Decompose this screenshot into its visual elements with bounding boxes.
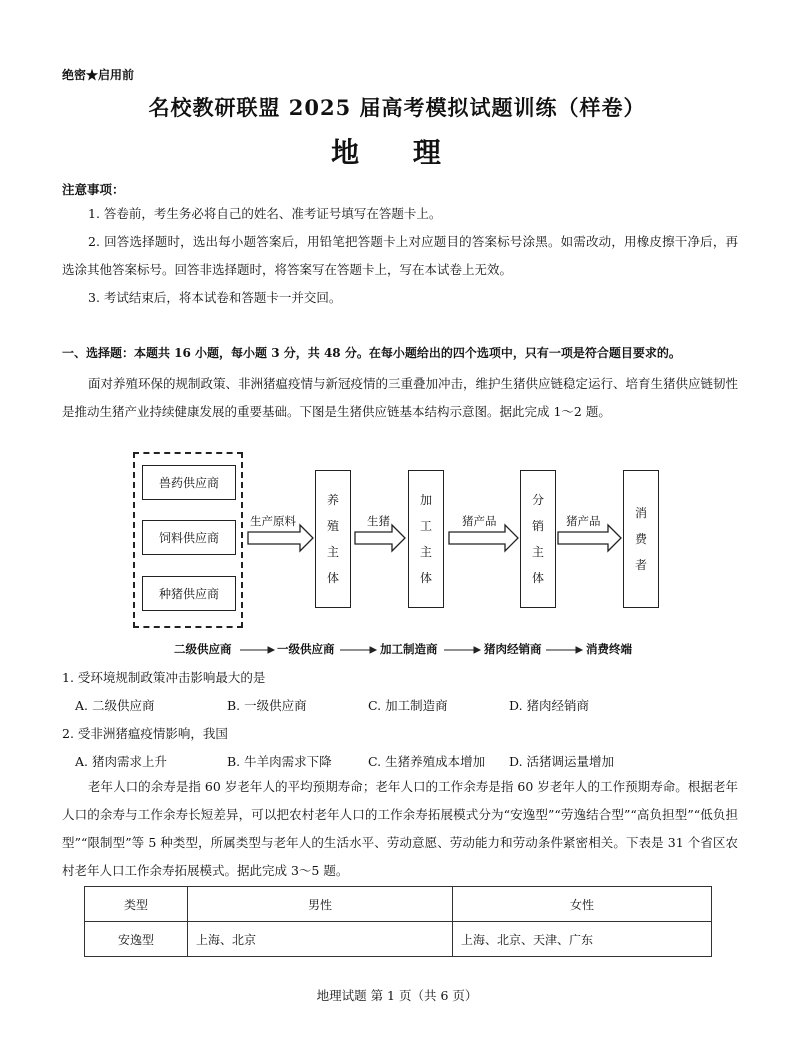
question-1-options [75, 696, 715, 714]
box4-char: 费 [634, 532, 647, 546]
box-consumer [623, 470, 659, 608]
q2-option-d[interactable]: D. 活猪调运量增加 [509, 754, 615, 769]
label-live-pigs: 生猪 [367, 514, 390, 528]
notice-item-2: 2. 回答选择题时，选出每小题答案后，用铅笔把答题卡上对应题目的答案标号涂黑。如需改动，用橡皮擦干净后，再选涂其他答案标号。回答非选择题时，将答案写在答题卡上，写在本试卷上无效。 [62, 234, 738, 277]
q1-option-b[interactable]: B. 一级供应商 [227, 698, 307, 713]
q2-option-b[interactable]: B. 牛羊肉需求下降 [227, 754, 332, 769]
table-cell-type: 安逸型 [85, 922, 188, 957]
chain-consumer-end: 消费终端 [586, 642, 632, 656]
label-pork-products-2: 猪产品 [566, 514, 601, 528]
chain-secondary-supplier: 二级供应商 [174, 642, 232, 656]
box2-char: 体 [419, 571, 432, 585]
supplier-breeding-pig: 种猪供应商 [142, 576, 236, 611]
box2-char: 工 [419, 519, 432, 533]
question-2-stem: 2. 受非洲猪瘟疫情影响，我国 [62, 726, 228, 741]
box2-char: 加 [419, 493, 432, 507]
table-cell-male: 上海、北京 [188, 922, 453, 957]
q2-option-c[interactable]: C. 生猪养殖成本增加 [368, 754, 486, 769]
table-header-female: 女性 [453, 887, 712, 922]
box-distribution-entity [520, 470, 556, 608]
label-pork-products-1: 猪产品 [462, 514, 497, 528]
notice-heading: 注意事项： [62, 182, 125, 197]
q1-option-c[interactable]: C. 加工制造商 [368, 698, 448, 713]
box1-char: 主 [326, 545, 339, 559]
table-cell-female: 上海、北京、天津、广东 [453, 922, 712, 957]
chain-pork-dealer: 猪肉经销商 [484, 642, 542, 656]
label-raw-materials: 生产原料 [250, 514, 296, 528]
work-life-table [84, 886, 712, 957]
q2-option-a[interactable]: A. 猪肉需求上升 [75, 754, 167, 769]
exam-title: 名校教研联盟 2025 届高考模拟试题训练（样卷） [148, 95, 646, 120]
supplier-vet-drugs: 兽药供应商 [142, 465, 236, 500]
box-breeding-entity [315, 470, 351, 608]
box2-char: 主 [419, 545, 432, 559]
question-1-stem: 1. 受环境规制政策冲击影响最大的是 [62, 670, 266, 685]
confidential-label: 绝密★启用前 [62, 68, 135, 82]
box3-char: 分 [531, 493, 544, 507]
passage-2: 老年人口的余寿是指 60 岁老年人的平均预期寿命；老年人口的工作余寿是指 60 岁老年人的工作预期寿命。根据老年人口的余寿与工作余寿长短差异，可以把农村老年人口的工作余寿拓展模式分为“安逸型”“劳逸结合型”“高负担型”“低负担型”“限制型”等 5 种类型，所属类型与老年人的生活水平、劳动意愿、劳动能力和劳动条件紧密相关。下表是 31 个省区农村老年人口工作余寿拓展模式。据此完成 3～5 题。 [62, 779, 738, 878]
intro-passage: 面对养殖环保的规制政策、非洲猪瘟疫情与新冠疫情的三重叠加冲击，维护生猪供应链稳定运行、培育生猪供应链韧性是推动生猪产业持续健康发展的重要基础。下图是生猪供应链基本结构示意图。据此完成 1～2 题。 [62, 376, 739, 419]
notice-item-3: 3. 考试结束后，将本试卷和答题卡一并交回。 [88, 290, 342, 305]
question-2-options [75, 752, 735, 770]
section-title: 一、选择题：本题共 16 小题，每小题 3 分，共 48 分。在每小题给出的四个选项中，只有一项是符合题目要求的。 [62, 346, 681, 360]
box-processing-entity [408, 470, 444, 608]
q1-option-d[interactable]: D. 猪肉经销商 [509, 698, 590, 713]
table-header-row [85, 887, 712, 922]
table-header-male: 男性 [188, 887, 453, 922]
notice-item-1: 1. 答卷前，考生务必将自己的姓名、准考证号填写在答题卡上。 [88, 206, 442, 221]
table-header-type: 类型 [85, 887, 188, 922]
page-footer: 地理试题 第 1 页（共 6 页） [316, 988, 478, 1003]
box4-char: 消 [634, 506, 647, 520]
box1-char: 殖 [326, 519, 339, 533]
q1-option-a[interactable]: A. 二级供应商 [75, 698, 155, 713]
table-row [85, 922, 712, 957]
box1-char: 体 [326, 571, 339, 585]
box3-char: 销 [531, 519, 544, 533]
box4-char: 者 [634, 558, 647, 572]
supplier-feed: 饲料供应商 [142, 520, 236, 555]
box3-char: 主 [531, 545, 544, 559]
box1-char: 养 [326, 493, 339, 507]
subject-title: 地 理 [331, 136, 463, 169]
chain-processor: 加工制造商 [380, 642, 438, 656]
chain-primary-supplier: 一级供应商 [277, 642, 335, 656]
box3-char: 体 [531, 571, 544, 585]
